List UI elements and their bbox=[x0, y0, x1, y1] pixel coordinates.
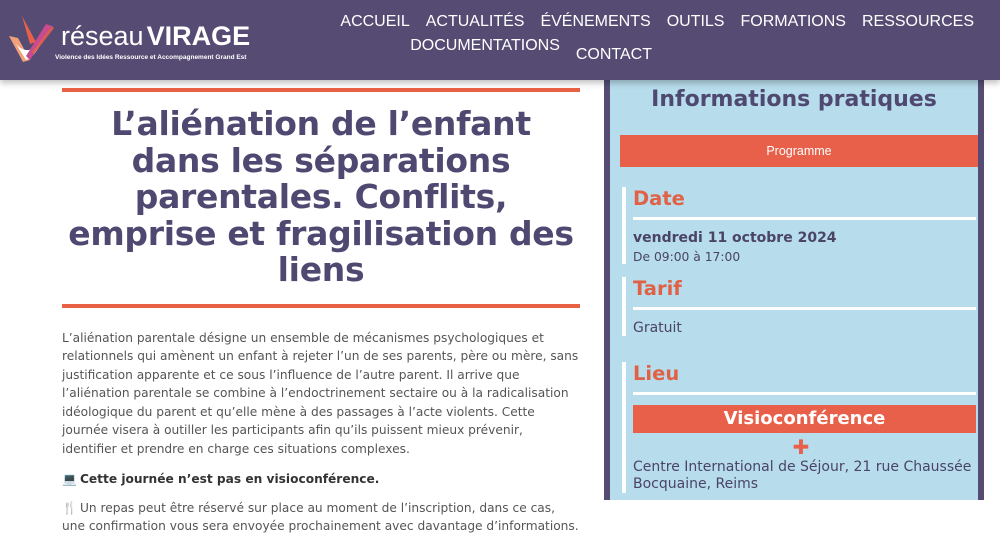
article-lead-paragraph: L’aliénation parentale désigne un ensemble de mécanismes psychologiques et relationnels qui amènent un enfant à rejeter l’un de ses parents, père ou mère, sans justification apparente et ce sous l’influence de l’autre parent. Il arrive que l’aliénation parentale se combine à l’endoctrinement sectaire ou à la radicalisation idéologique du parent et qu’elle mène à des passages à l’acte violents. Cette journée visera à outiller les participants afin qu’ils puissent mieux prévenir, identifier et prendre en charge ces situations complexes. bbox=[62, 330, 579, 456]
visio-note bbox=[62, 470, 580, 489]
logo-word-light: réseau bbox=[61, 21, 144, 51]
place-divider bbox=[633, 392, 976, 395]
laptop-icon: 💻 bbox=[62, 472, 77, 487]
title-bottom-divider bbox=[62, 304, 580, 308]
date-divider bbox=[633, 217, 976, 220]
fork-knife-icon: 🍴 bbox=[62, 500, 77, 515]
title-top-divider bbox=[62, 88, 580, 92]
site-header bbox=[0, 0, 1000, 80]
program-button[interactable]: Programme bbox=[620, 135, 978, 167]
price-heading: Tarif bbox=[633, 277, 682, 300]
site-logo[interactable] bbox=[8, 14, 251, 66]
nav-item-actualites[interactable]: ACTUALITÉS bbox=[425, 13, 525, 30]
price-divider bbox=[633, 307, 976, 310]
venue-address: Centre International de Séjour, 21 rue Chaussée Bocquaine, Reims bbox=[633, 459, 972, 492]
practical-info-sidebar bbox=[604, 80, 984, 500]
sidebar-title: Informations pratiques bbox=[651, 87, 937, 112]
price-block bbox=[622, 277, 976, 336]
logo-mark-icon bbox=[8, 14, 54, 64]
nav-item-formations[interactable]: FORMATIONS bbox=[740, 13, 846, 30]
main-navigation bbox=[284, 10, 974, 67]
plus-icon: ✚ bbox=[792, 435, 810, 459]
place-heading: Lieu bbox=[633, 362, 680, 385]
date-heading: Date bbox=[633, 187, 685, 210]
meal-note-text: Un repas peut être réservé sur place au moment de l’inscription, dans ce cas, une confirmation vous sera envoyée prochainement avec davantage d’informations. bbox=[62, 500, 579, 534]
date-block bbox=[622, 187, 976, 264]
logo-wordmark bbox=[61, 21, 250, 51]
event-date: vendredi 11 octobre 2024 bbox=[633, 230, 837, 246]
price-value: Gratuit bbox=[633, 320, 682, 336]
nav-item-documentations[interactable]: DOCUMENTATIONS bbox=[410, 37, 560, 54]
place-block bbox=[622, 362, 976, 493]
logo-word-bold: VIRAGE bbox=[146, 21, 251, 51]
nav-item-outils[interactable]: OUTILS bbox=[666, 13, 725, 30]
page-title: L’aliénation de l’enfant dans les séparations parentales. Conflits, emprise et fragilisation des liens bbox=[68, 104, 574, 289]
article-content bbox=[62, 80, 580, 536]
visio-button[interactable]: Visioconférence bbox=[633, 405, 976, 433]
nav-item-evenements[interactable]: ÉVÉNEMENTS bbox=[540, 13, 651, 30]
logo-tagline: Violence des Idées Ressource et Accompagnement Grand Est bbox=[55, 54, 247, 61]
nav-item-accueil[interactable]: ACCUEIL bbox=[340, 13, 410, 30]
nav-item-contact[interactable]: CONTACT bbox=[575, 46, 652, 63]
event-hours: De 09:00 à 17:00 bbox=[633, 250, 741, 264]
visio-note-text: Cette journée n’est pas en visioconférence. bbox=[79, 472, 380, 487]
meal-note bbox=[62, 499, 580, 536]
nav-item-ressources[interactable]: RESSOURCES bbox=[861, 13, 974, 30]
